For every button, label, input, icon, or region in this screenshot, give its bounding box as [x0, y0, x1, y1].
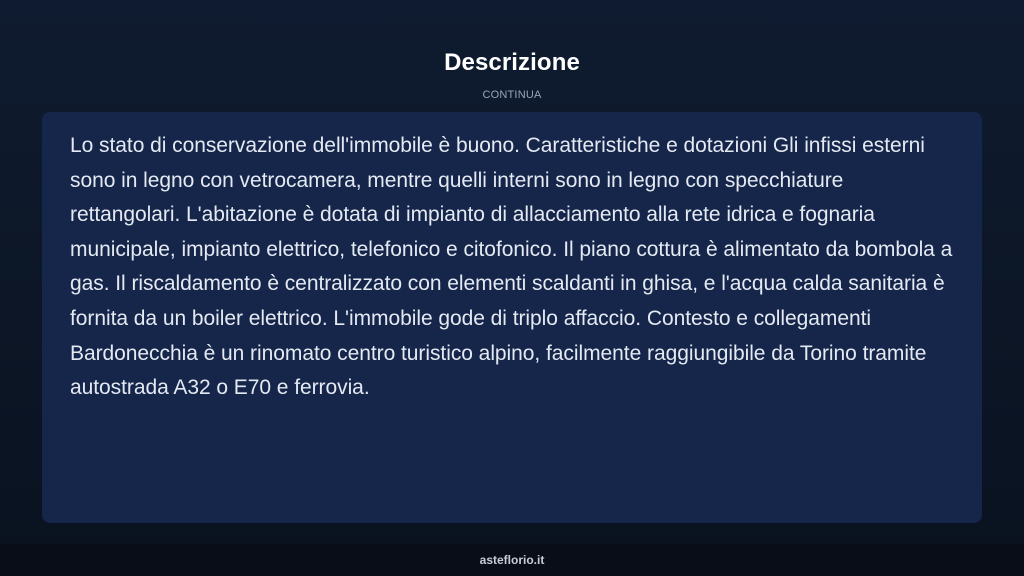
description-card: [42, 112, 982, 523]
footer-brand-link[interactable]: asteflorio.it: [479, 553, 545, 567]
footer-bar: [0, 544, 1024, 576]
continue-link[interactable]: CONTINUA: [482, 89, 542, 101]
page-title: Descrizione: [444, 49, 580, 76]
description-text: Lo stato di conservazione dell'immobile è buono. Caratteristiche e dotazioni Gli infissi esterni sono in legno con vetrocamera, mentre quelli interni sono in legno con specchiature rettangolari. L'abitazione è dotata di impianto di allacciamento alla rete idrica e fognaria municipale, impianto elettrico, telefonico e citofonico. Il piano cottura è alimentato da bombola a gas. Il riscaldamento è centralizzato con elementi scaldanti in ghisa, e l'acqua calda sanitaria è fornita da un boiler elettrico. L'immobile gode di triplo affaccio. Contesto e collegamenti Bardonecchia è un rinomato centro turistico alpino, facilmente raggiungibile da Torino tramite autostrada A32 o E70 e ferrovia.: [70, 134, 953, 400]
